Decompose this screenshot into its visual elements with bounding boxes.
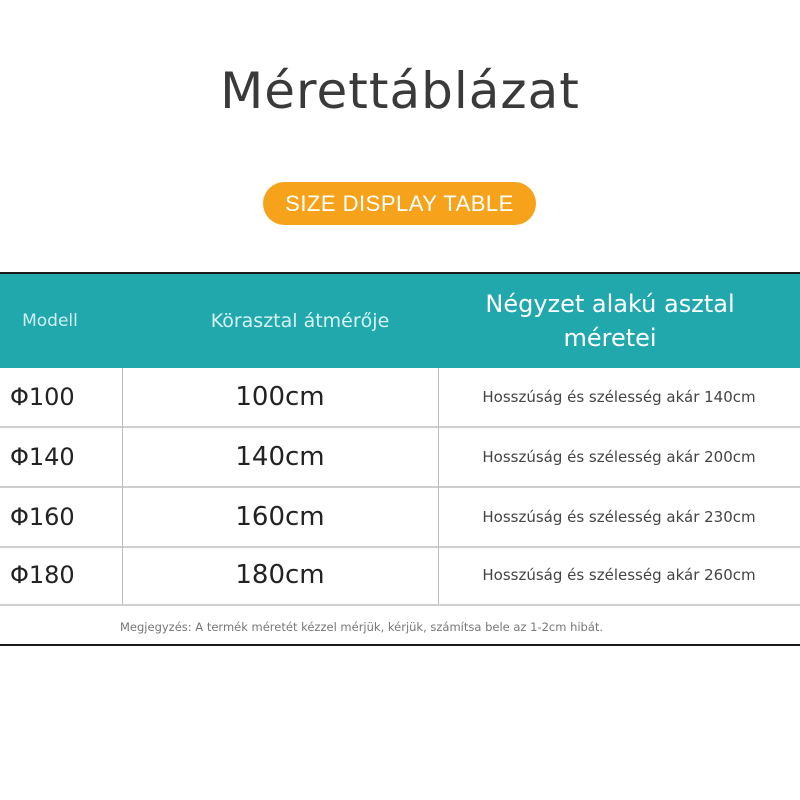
column-header-diameter: Körasztal átmérője: [210, 310, 390, 332]
model-cell: Φ140: [10, 443, 75, 471]
square-size-cell: Hosszúság és szélesség akár 260cm: [482, 566, 756, 584]
column-header-model: Modell: [22, 311, 78, 331]
diameter-cell: 160cm: [235, 502, 325, 532]
model-cell: Φ160: [10, 503, 75, 531]
square-size-cell: Hosszúság és szélesség akár 140cm: [482, 388, 756, 406]
measurement-note: Megjegyzés: A termék méretét kézzel mérjük, kérjük, számítsa bele az 1-2cm hibát.: [120, 620, 604, 634]
table-row: [0, 488, 800, 548]
column-divider: [438, 368, 439, 604]
table-row: [0, 368, 800, 428]
page-title: Mérettáblázat: [220, 62, 580, 120]
size-display-badge: SIZE DISPLAY TABLE: [263, 182, 536, 225]
table-row: [0, 546, 800, 606]
square-size-cell: Hosszúság és szélesség akár 200cm: [482, 448, 756, 466]
square-size-cell: Hosszúság és szélesség akár 230cm: [482, 508, 756, 526]
table-header: [0, 274, 800, 368]
model-cell: Φ100: [10, 383, 75, 411]
diameter-cell: 180cm: [235, 560, 325, 590]
column-header-square: Négyzet alakú asztal méretei: [485, 290, 735, 352]
diameter-cell: 140cm: [235, 442, 325, 472]
diameter-cell: 100cm: [235, 382, 325, 412]
column-divider: [122, 368, 123, 604]
size-table: [0, 272, 800, 646]
table-row: [0, 428, 800, 488]
model-cell: Φ180: [10, 561, 75, 589]
